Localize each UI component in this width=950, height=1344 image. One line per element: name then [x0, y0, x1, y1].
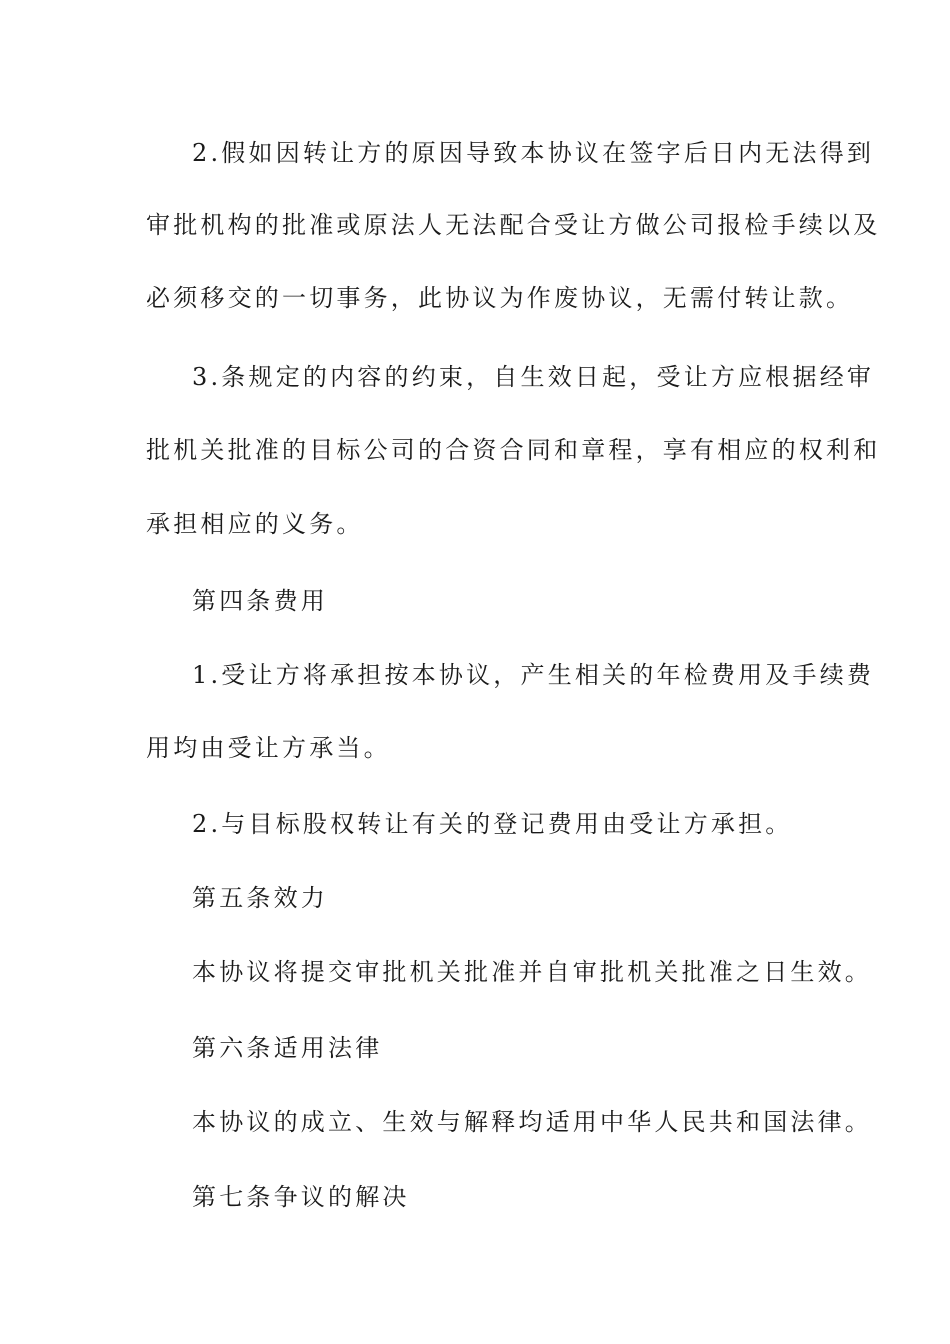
- section-heading: 第七条争议的解决: [192, 1183, 410, 1211]
- paragraph-line: 1.受让方将承担按本协议，产生相关的年检费用及手续费: [192, 661, 875, 689]
- paragraph-line: 本协议将提交审批机关批准并自审批机关批准之日生效。: [192, 958, 872, 986]
- paragraph-line: 批机关批准的目标公司的合资合同和章程，享有相应的权利和: [146, 436, 881, 464]
- paragraph-line: 3.条规定的内容的约束，自生效日起，受让方应根据经审: [192, 363, 875, 391]
- section-heading: 第五条效力: [192, 884, 328, 912]
- paragraph-line: 承担相应的义务。: [146, 510, 364, 538]
- paragraph-line: 本协议的成立、生效与解释均适用中华人民共和国法律。: [192, 1108, 872, 1136]
- paragraph-line: 必须移交的一切事务，此协议为作废协议，无需付转让款。: [146, 284, 854, 312]
- paragraph-line: 用均由受让方承当。: [146, 734, 391, 762]
- section-heading: 第六条适用法律: [192, 1034, 383, 1062]
- paragraph-line: 2.与目标股权转让有关的登记费用由受让方承担。: [192, 810, 793, 838]
- paragraph-line: 审批机构的批准或原法人无法配合受让方做公司报检手续以及: [146, 211, 881, 239]
- paragraph-line: 2.假如因转让方的原因导致本协议在签字后日内无法得到: [192, 139, 875, 167]
- section-heading: 第四条费用: [192, 587, 328, 615]
